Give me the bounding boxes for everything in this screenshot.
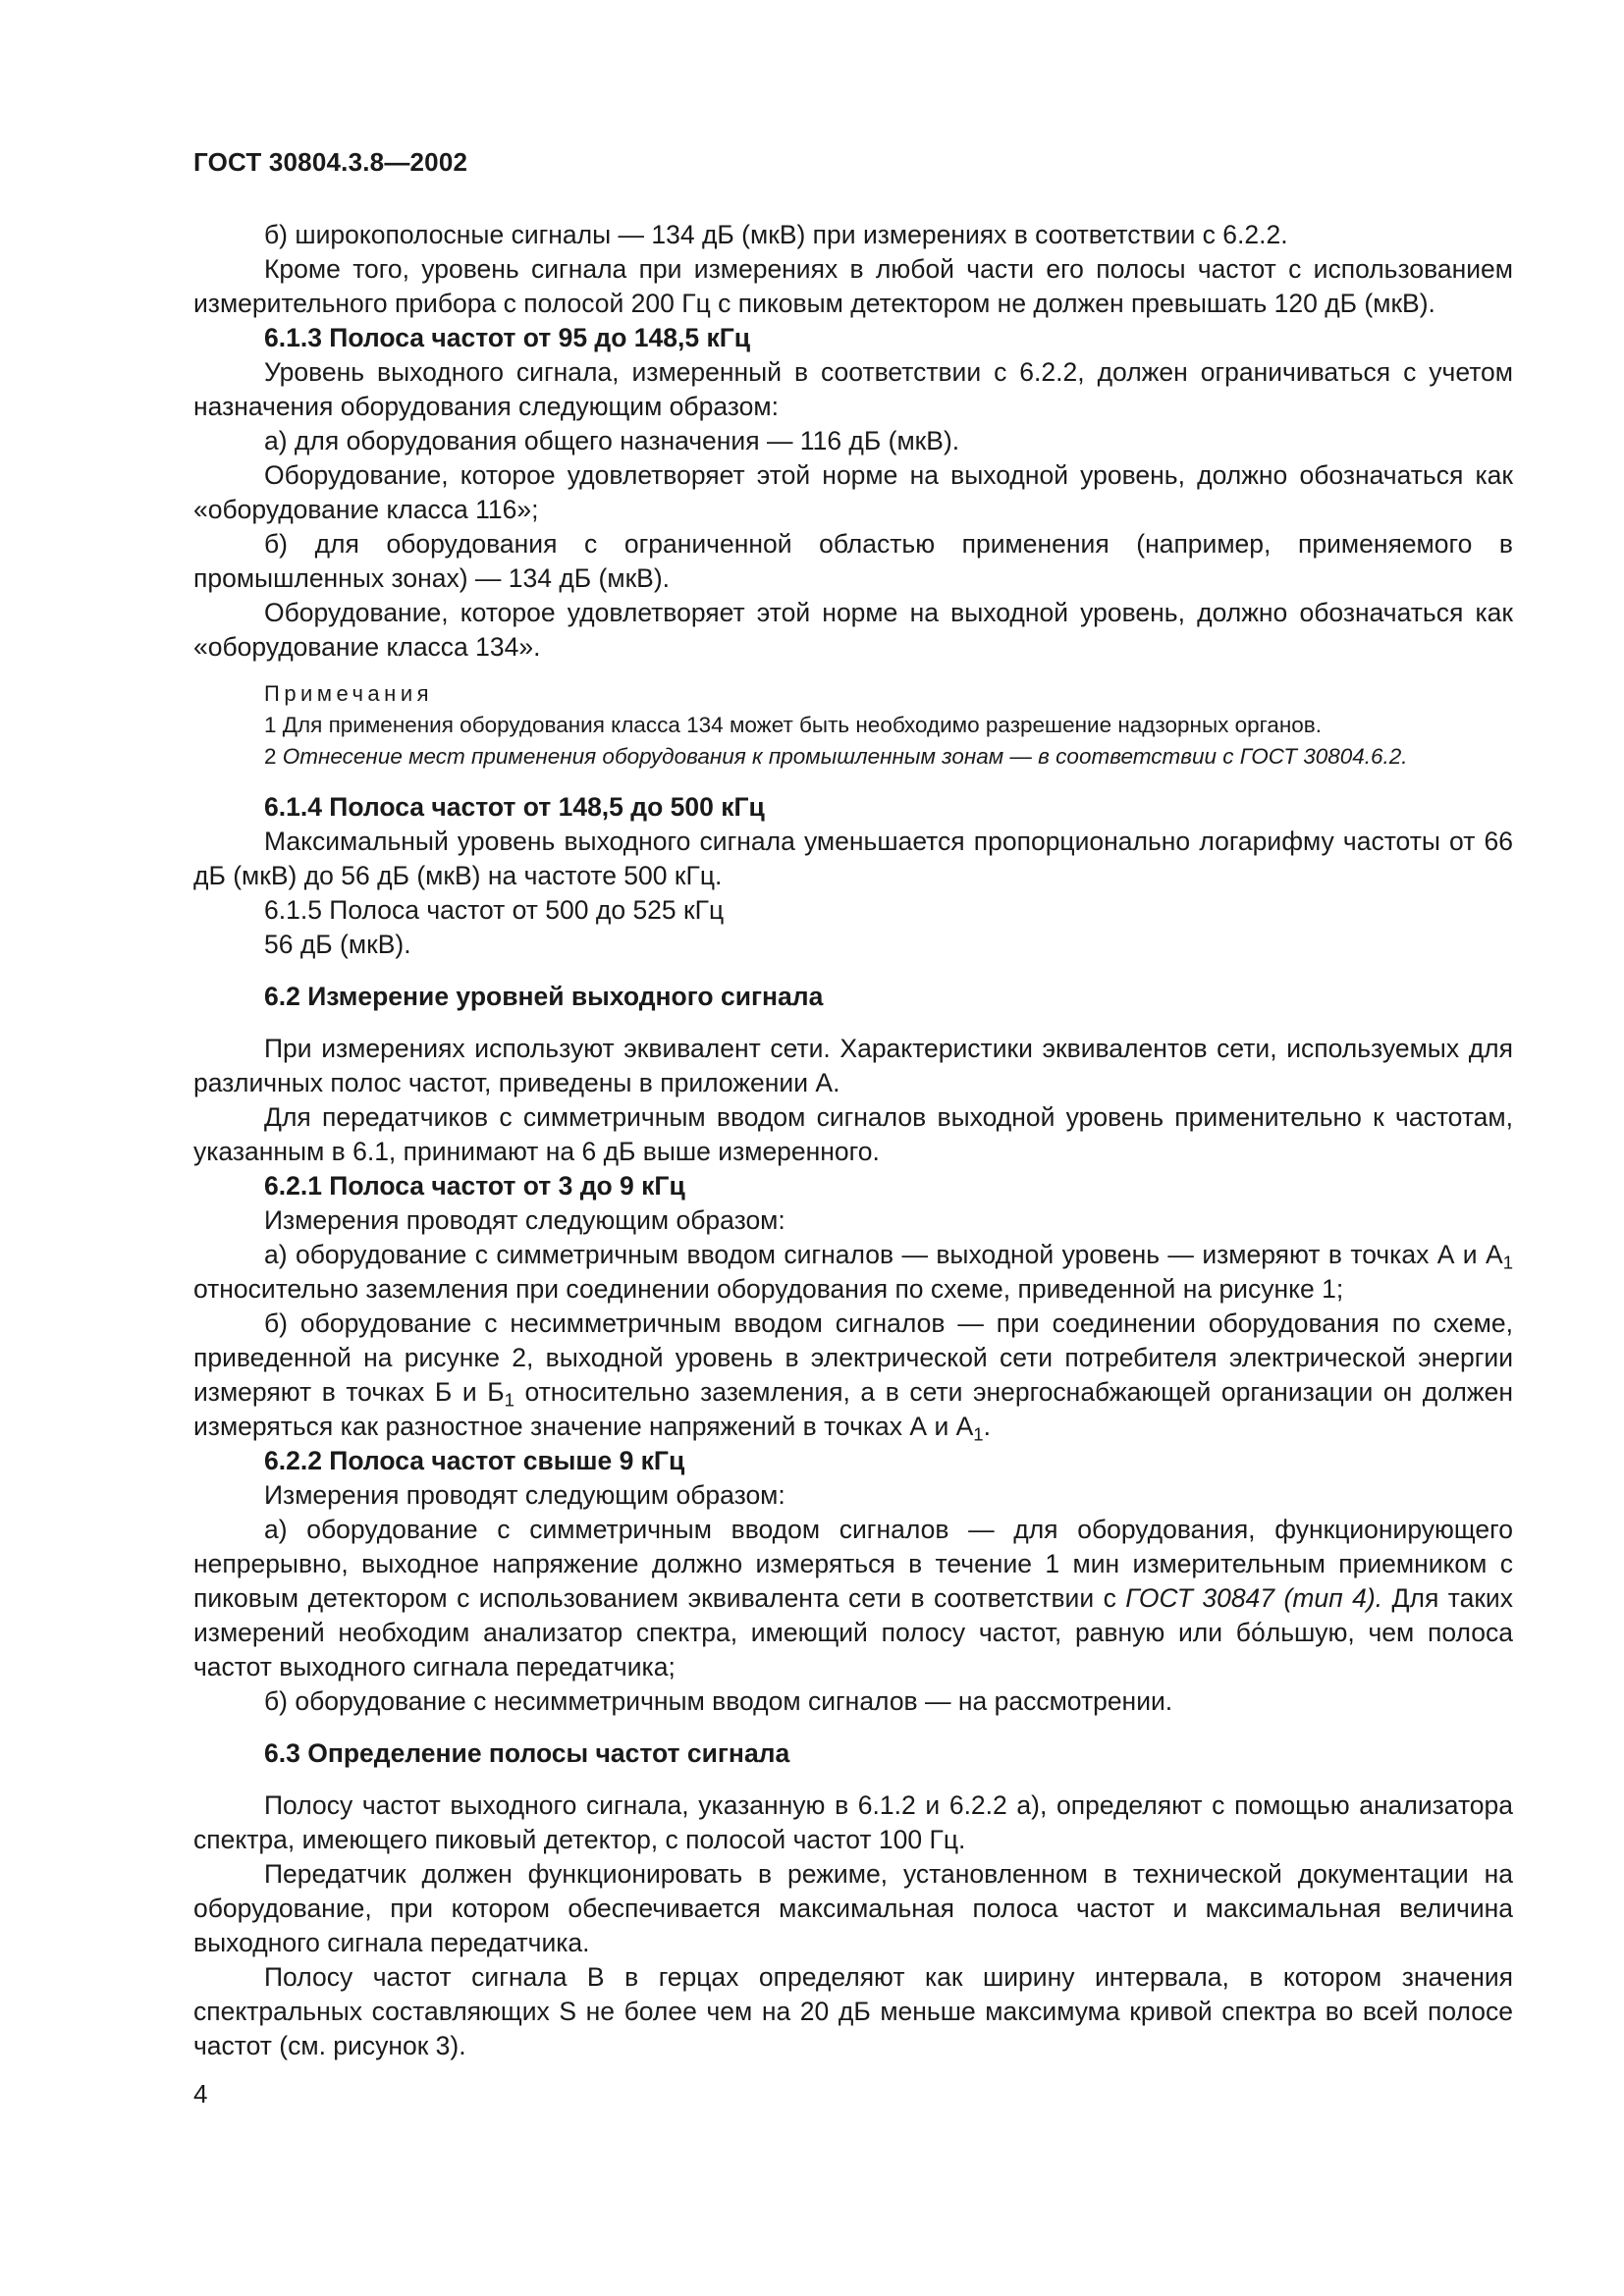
heading-6-2-2: 6.2.2 Полоса частот свыше 9 кГц [264, 1446, 685, 1475]
paragraph-limited-application: б) для оборудования с ограниченной областью применения (например, применяемого в промышленных зонах) — 134 дБ (мкВ). [193, 529, 1513, 593]
heading-6-2: 6.2 Измерение уровней выходного сигнала [264, 982, 824, 1011]
text-span: Для таких измерений необходим анализатор спектра, имеющий полосу частот, равную или бо́льшую, чем полоса частот выходного сигнала передатчика; [193, 1583, 1513, 1682]
paragraph-class-134: Оборудование, которое удовлетворяет этой норме на выходной уровень, должно обозначаться как «оборудование класса 134». [193, 598, 1513, 662]
paragraph-under-consideration: б) оборудование с несимметричным вводом сигналов — на рассмотрении. [264, 1686, 1173, 1716]
text-span: а) оборудование с симметричным вводом сигналов — выходной уровень — измеряют в точках А и А [264, 1240, 1503, 1269]
text-span: относительно заземления при соединении оборудования по схеме, приведенной на рисунке 1; [193, 1274, 1344, 1304]
document-header-code: ГОСТ 30804.3.8—2002 [193, 147, 468, 177]
note-1: 1 Для применения оборудования класса 134 может быть необходимо разрешение надзорных органов. [264, 713, 1323, 737]
standard-reference: ГОСТ 30847 (тип 4). [1125, 1583, 1383, 1613]
paragraph-max-output-level: Максимальный уровень выходного сигнала уменьшается пропорционально логарифму частоты от 66 дБ (мкВ) до 56 дБ (мкВ) на частоте 500 кГц. [193, 827, 1513, 890]
subscript: 1 [973, 1423, 984, 1445]
text-span: б) оборудование с несимметричным вводом сигналов — при соединении оборудования по схеме, приведенной на рисунке 2, выходной уровень в электрической сети потребителя электрической энергии измеряют в точках Б и Б [193, 1308, 1513, 1407]
notes-title: Примечания [264, 681, 434, 706]
page-number: 4 [193, 2079, 208, 2109]
heading-6-1-4: 6.1.4 Полоса частот от 148,5 до 500 кГц [264, 792, 765, 822]
paragraph-56db: 56 дБ (мкВ). [264, 930, 411, 959]
heading-6-3: 6.3 Определение полосы частот сигнала [264, 1738, 790, 1768]
paragraph-asymmetric-measurement [193, 1307, 1513, 1444]
paragraph-bandwidth-definition: Полосу частот сигнала B в герцах определяют как ширину интервала, в котором значения спектральных составляющих S не более чем на 20 дБ меньше максимума кривой спектра во всей полосе частот (см. рисунок 3). [193, 1962, 1513, 2060]
heading-6-1-5: 6.1.5 Полоса частот от 500 до 525 кГц [264, 895, 725, 925]
paragraph-class-116: Оборудование, которое удовлетворяет этой норме на выходной уровень, должно обозначаться как «оборудование класса 116»; [193, 460, 1513, 524]
paragraph-measurements-method-1: Измерения проводят следующим образом: [264, 1205, 785, 1235]
heading-6-1-3: 6.1.3 Полоса частот от 95 до 148,5 кГц [264, 323, 751, 352]
note-2-number: 2 [264, 744, 277, 769]
paragraph-transmitter-mode: Передатчик должен функционировать в режиме, установленном в технической документации на оборудование, при котором обеспечивается максимальная полоса частот и максимальная величина выходного сигнала передатчика. [193, 1859, 1513, 1957]
paragraph-bandwidth-determination: Полосу частот выходного сигнала, указанную в 6.1.2 и 6.2.2 а), определяют с помощью анализатора спектра, имеющего пиковый детектор, с полосой частот 100 Гц. [193, 1790, 1513, 1854]
paragraph-symmetric-input: Для передатчиков с симметричным вводом сигналов выходной уровень применительно к частотам, указанным в 6.1, принимают на 6 дБ выше измеренного. [193, 1102, 1513, 1166]
paragraph-broadband-signals: б) широкополосные сигналы — 134 дБ (мкВ) при измерениях в соответствии с 6.2.2. [264, 220, 1288, 249]
document-body [193, 218, 1513, 2063]
paragraph-signal-level-200hz: Кроме того, уровень сигнала при измерениях в любой части его полосы частот с использованием измерительного прибора с полосой 200 Гц с пиковым детектором не должен превышать 120 дБ (мкВ). [193, 254, 1513, 318]
text-span: относительно заземления, а в сети энергоснабжающей организации он должен измеряться как разностное значение напряжений в точках А и А [193, 1377, 1513, 1441]
text-span: а) оборудование с симметричным вводом сигналов — для оборудования, функционирующего непрерывно, выходное напряжение должно измеряться в течение 1 мин измерительным приемником с пиковым детектором с использованием эквивалента сети в соответствии с [193, 1515, 1513, 1613]
text-span: . [983, 1412, 991, 1441]
note-2 [193, 741, 1513, 773]
paragraph-network-equivalent: При измерениях используют эквивалент сети. Характеристики эквивалентов сети, используемых для различных полос частот, приведены в приложении А. [193, 1034, 1513, 1097]
paragraph-symmetric-measurement [193, 1238, 1513, 1307]
paragraph-output-level-limit: Уровень выходного сигнала, измеренный в соответствии с 6.2.2, должен ограничиваться с учетом назначения оборудования следующим образом: [193, 357, 1513, 421]
heading-6-2-1: 6.2.1 Полоса частот от 3 до 9 кГц [264, 1171, 685, 1201]
paragraph-measurements-method-2: Измерения проводят следующим образом: [264, 1480, 785, 1510]
subscript: 1 [1502, 1252, 1513, 1273]
paragraph-continuous-measurement [193, 1513, 1513, 1684]
note-2-text: Отнесение мест применения оборудования к промышленным зонам — в соответствии с ГОСТ 30804.6.2. [282, 744, 1408, 769]
paragraph-general-purpose: а) для оборудования общего назначения — 116 дБ (мкВ). [264, 426, 960, 455]
subscript: 1 [504, 1389, 514, 1411]
